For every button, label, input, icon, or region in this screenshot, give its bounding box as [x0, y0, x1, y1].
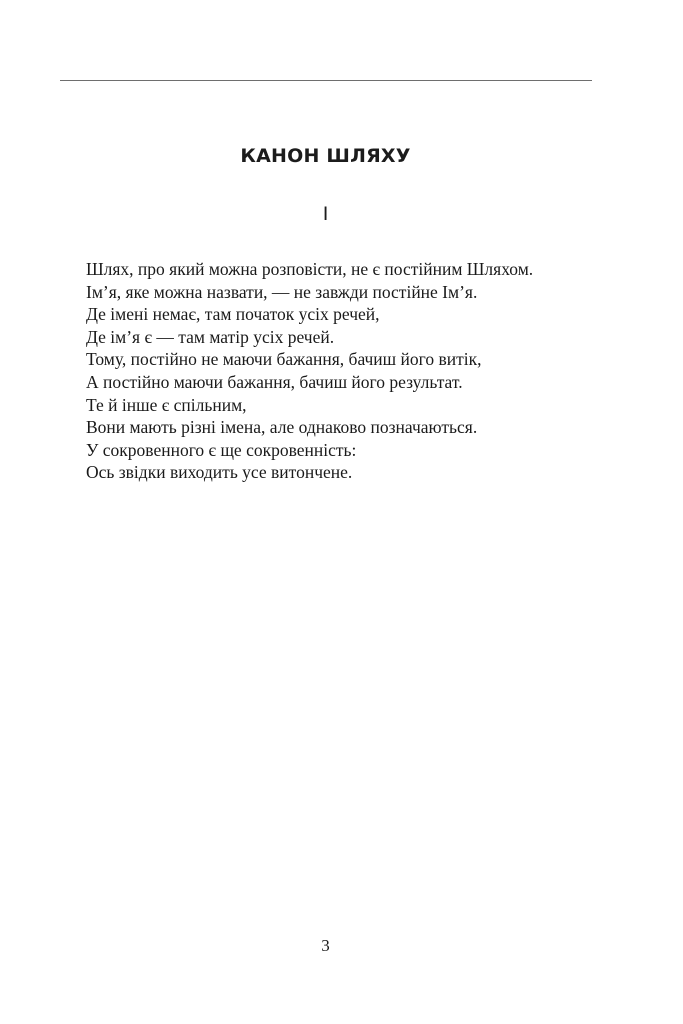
verse-line: Де ім’я є — там матір усіх речей.	[86, 326, 335, 347]
header-rule	[60, 80, 592, 81]
verse-line: А постійно маючи бажання, бачиш його результат.	[86, 371, 463, 392]
verse-block	[86, 258, 626, 484]
verse-line: Шлях, про який можна розповісти, не є постійним Шляхом.	[86, 259, 534, 279]
verse-line: Вони мають різні імена, але однаково позначаються.	[86, 417, 478, 438]
chapter-title: КАНОН ШЛЯХУ	[240, 145, 411, 167]
section-numeral: I	[322, 203, 329, 225]
verse-line: Тому, постійно не маючи бажання, бачиш його витік,	[86, 349, 482, 370]
verse-line: Ім’я, яке можна назвати, — не завжди постійне Ім’я.	[86, 281, 478, 302]
page-number: 3	[321, 936, 330, 955]
verse-line: Те й інше є спільним,	[86, 394, 247, 415]
verse-line: У сокровенного є ще сокровенність:	[86, 439, 357, 460]
verse-line: Де імені немає, там початок усіх речей,	[86, 304, 380, 325]
verse-line: Ось звідки виходить усе витончене.	[86, 462, 353, 483]
